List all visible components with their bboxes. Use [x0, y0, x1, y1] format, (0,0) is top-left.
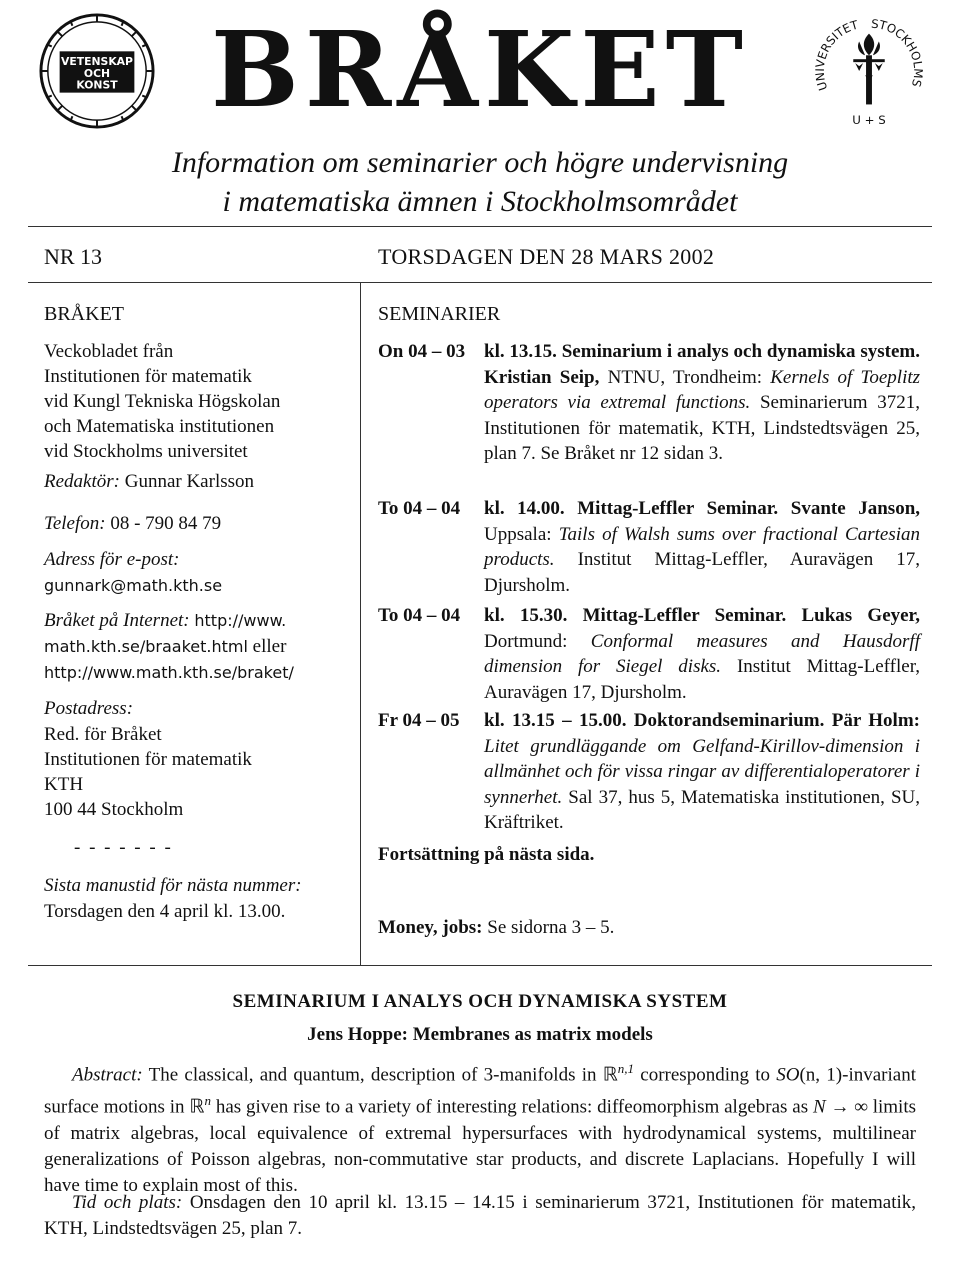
- stockholms-universitet-logo: [810, 12, 928, 130]
- url-link-part-3[interactable]: http://www.math.kth.se/braket/: [44, 663, 294, 682]
- sidebar-heading: BRÅKET: [44, 303, 124, 325]
- logo-left-line-3: KONST: [76, 78, 118, 92]
- rule-top: [28, 226, 932, 227]
- postal-line: 100 44 Stockholm: [44, 799, 184, 820]
- seminar-speaker: Lukas Geyer,: [801, 605, 921, 626]
- logo-right-text-bottom: U + S: [852, 113, 886, 128]
- money-jobs-label: Money, jobs:: [378, 917, 483, 938]
- logo-left-line-1: VETENSKAP: [61, 55, 133, 69]
- seminar-entry: [378, 496, 920, 598]
- seminar-day: To 04 – 04: [378, 605, 461, 626]
- url-link-part-1[interactable]: http://www.: [194, 611, 287, 630]
- seminar-place: Sal 37, hus 5, Matematiska institutionen, SU, Kräftriket.: [484, 786, 920, 833]
- seminars-heading: SEMINARIER: [378, 303, 501, 325]
- phone-label: Telefon:: [44, 513, 106, 534]
- internet-line: [44, 608, 286, 633]
- seminar-place: Institut Mittag-Leffler, Auravägen 17, Djursholm.: [484, 656, 921, 703]
- intro-line: Institutionen för matematik: [44, 366, 252, 387]
- deadline-text: Torsdagen den 4 april kl. 13.00.: [44, 901, 286, 922]
- subtitle-line-2: i matematiska ämnen i Stockholmsområdet: [222, 185, 738, 218]
- seminar-lead: kl. 15.30. Mittag-Leffler Seminar.: [484, 605, 787, 626]
- superscript: n,1: [617, 1061, 635, 1076]
- logo-left-line-2: OCH: [83, 66, 111, 80]
- blackboard-r: ℝ: [189, 1096, 205, 1118]
- url-or: eller: [252, 636, 287, 657]
- math-so-args: (n, 1): [799, 1064, 843, 1086]
- email-label: Adress för e-post:: [44, 549, 180, 570]
- blackboard-r: ℝ: [602, 1064, 618, 1086]
- seminar-speaker: Pär Holm:: [831, 710, 920, 731]
- superscript: n: [204, 1093, 211, 1109]
- seminar-affiliation: Uppsala:: [484, 523, 552, 545]
- abstract-text-3: -invariant surface motions in: [44, 1064, 916, 1118]
- seminar-title: Litet grundläggande om Gelfand-Kirillov-dimension i allmänhet och för vissa ringar av differentialoperatorer i synnerhet.: [484, 735, 920, 808]
- seminar-body: [484, 339, 920, 467]
- seminar-day: On 04 – 03: [378, 341, 466, 362]
- sidebar-intro: [44, 339, 280, 464]
- abstract-text-5: limits of matrix algebras, local equivalence of extremal hypersurfaces with hydrodynamical systems, multilinear generalizations of Poisson algebras, non-commutative star products, and discrete Laplacians. Hopefully I will have time to explain most of this.: [44, 1096, 916, 1196]
- sidebar-separator: - - - - - - -: [74, 837, 173, 858]
- seminar-affiliation: Dortmund:: [484, 630, 568, 652]
- seminar-speaker: Svante Janson,: [790, 498, 921, 519]
- continued-note: Fortsättning på nästa sida.: [378, 844, 595, 865]
- subtitle-line-1: Information om seminarier och högre undervisning: [171, 146, 789, 179]
- seminar-body: [484, 496, 920, 598]
- logo-right-text-top: UNIVERSITET: [812, 17, 860, 93]
- seminar-day: To 04 – 04: [378, 498, 461, 519]
- logo-right-text-right: STOCKHOLMS: [870, 16, 926, 89]
- abstract-text-2: corresponding to: [634, 1064, 777, 1086]
- postal-label: Postadress:: [44, 698, 134, 719]
- seminar-speaker: Kristian Seip,: [484, 366, 600, 388]
- seminar-body: [484, 708, 920, 836]
- seminar-body: [484, 603, 920, 705]
- intro-line: vid Stockholms universitet: [44, 441, 248, 462]
- rule-issue: [28, 282, 932, 283]
- editor-label: Redaktör:: [44, 471, 120, 492]
- postal-line: Red. för Bråket: [44, 724, 162, 745]
- abstract-text-1: The classical, and quantum, description of 3-manifolds in: [148, 1064, 603, 1086]
- article-abstract: [44, 1056, 916, 1199]
- venue-text: Onsdagen den 10 april kl. 13.15 – 14.15 i seminarierum 3721, Institutionen för matematik, KTH, Lindstedtsvägen 25, plan 7.: [44, 1192, 917, 1239]
- seminar-lead: kl. 14.00. Mittag-Leffler Seminar.: [484, 498, 779, 519]
- internet-label: Bråket på Internet:: [44, 610, 190, 631]
- editor-line: [44, 469, 254, 494]
- editor-name: Gunnar Karlsson: [124, 471, 255, 492]
- article-heading: SEMINARIUM I ANALYS OCH DYNAMISKA SYSTEM: [232, 991, 728, 1012]
- issue-number: NR 13: [44, 244, 103, 269]
- math-so: SO: [776, 1064, 800, 1086]
- intro-line: och Matematiska institutionen: [44, 416, 275, 437]
- abstract-label: Abstract:: [72, 1064, 143, 1086]
- newsletter-subtitle: [90, 143, 870, 221]
- article-venue: [44, 1190, 916, 1242]
- newsletter-title: BRÅKET: [210, 8, 750, 131]
- column-divider: [360, 282, 361, 965]
- money-jobs-line: [378, 915, 614, 941]
- money-jobs-text: Se sidorna 3 – 5.: [487, 917, 615, 938]
- intro-line: vid Kungl Tekniska Högskolan: [44, 391, 281, 412]
- postal-address: [44, 722, 252, 822]
- math-limit: N → ∞: [812, 1096, 868, 1118]
- seminar-title: Kernels of Toeplitz operators via extremal functions.: [484, 366, 921, 413]
- deadline-label: Sista manustid för nästa nummer:: [44, 875, 302, 896]
- seminar-title: Conformal measures and Hausdorff dimension for Siegel disks.: [484, 630, 920, 677]
- seminar-entry: [378, 339, 920, 467]
- abstract-text-4: has given rise to a variety of interesting relations: diffeomorphism algebras as: [210, 1096, 813, 1118]
- seminar-day: Fr 04 – 05: [378, 710, 460, 731]
- seminar-lead: kl. 13.15. Seminarium i analys och dynamiska system.: [484, 341, 920, 362]
- postal-line: KTH: [44, 774, 84, 795]
- url-link-part-2[interactable]: math.kth.se/braaket.html: [44, 637, 248, 656]
- postal-line: Institutionen för matematik: [44, 749, 252, 770]
- phone-number: 08 - 790 84 79: [110, 513, 222, 534]
- issue-date: TORSDAGEN DEN 28 MARS 2002: [378, 244, 715, 269]
- seminar-place: Seminarierum 3721, Institutionen för matematik, KTH, Lindstedtsvägen 25, plan 7. Se Bråket nr 12 sidan 3.: [484, 392, 921, 464]
- seminar-affiliation: NTNU, Trondheim:: [607, 366, 763, 388]
- seminar-lead: kl. 13.15 – 15.00. Doktorandseminarium.: [484, 710, 825, 731]
- rule-bottom: [28, 965, 932, 966]
- article-subheading: Jens Hoppe: Membranes as matrix models: [307, 1024, 653, 1045]
- intro-line: Veckobladet från: [44, 341, 174, 362]
- seminar-entry: [378, 603, 920, 705]
- vetenskap-och-konst-logo: [38, 12, 156, 130]
- venue-label: Tid och plats:: [72, 1192, 183, 1213]
- email-link[interactable]: gunnark@math.kth.se: [44, 576, 223, 595]
- seminar-title: Tails of Walsh sums over fractional Cartesian products.: [484, 523, 920, 570]
- seminar-entry: [378, 708, 920, 836]
- phone-line: [44, 511, 221, 536]
- internet-line-2: [44, 634, 286, 659]
- seminar-place: Institut Mittag-Leffler, Auravägen 17, Djursholm.: [484, 549, 920, 596]
